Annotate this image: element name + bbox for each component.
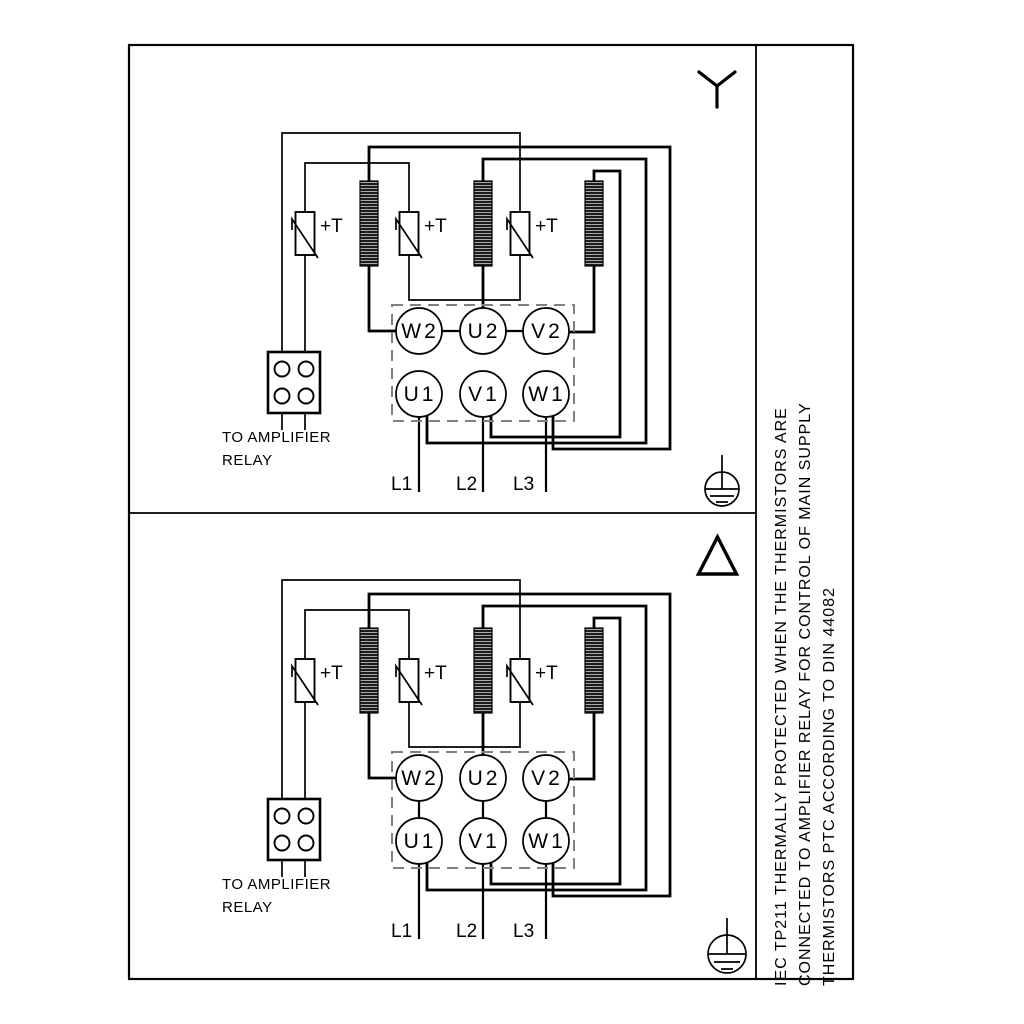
terminal-label-w2: W2 xyxy=(401,320,439,343)
thermistor-label: +T xyxy=(424,663,447,684)
terminal-label-w1: W1 xyxy=(528,383,566,406)
thermistor-label: +T xyxy=(535,663,558,684)
relay-caption-line2: RELAY xyxy=(222,452,273,469)
winding-coil-icon xyxy=(360,628,378,713)
side-note-line1: IEC TP211 THERMALLY PROTECTED WHEN THE THERMISTORS ARE xyxy=(773,407,790,986)
winding-coil-icon xyxy=(474,628,492,713)
side-note-line3: THERMISTORS PTC ACCORDING TO DIN 44082 xyxy=(821,587,838,986)
amplifier-relay-block xyxy=(268,799,320,860)
terminal-label-v2: V2 xyxy=(531,767,563,790)
supply-label-l1: L1 xyxy=(391,921,413,942)
terminal-label-u1: U1 xyxy=(403,830,437,853)
relay-caption-line1: TO AMPLIFIER xyxy=(222,876,332,893)
winding-coil-icon xyxy=(474,181,492,266)
supply-label-l3: L3 xyxy=(513,921,535,942)
side-note-line2: CONNECTED TO AMPLIFIER RELAY FOR CONTROL OF MAIN SUPPLY xyxy=(797,402,814,986)
thermistor-label: +T xyxy=(424,216,447,237)
amplifier-relay-block xyxy=(268,352,320,413)
terminal-label-v2: V2 xyxy=(531,320,563,343)
supply-label-l2: L2 xyxy=(456,474,478,495)
supply-label-l2: L2 xyxy=(456,921,478,942)
relay-caption-line2: RELAY xyxy=(222,899,273,916)
terminal-label-u2: U2 xyxy=(467,767,501,790)
winding-coil-icon xyxy=(585,628,603,713)
thermistor-label: +T xyxy=(320,663,343,684)
winding-coil-icon xyxy=(585,181,603,266)
winding-coil-icon xyxy=(360,181,378,266)
terminal-label-w1: W1 xyxy=(528,830,566,853)
relay-caption-line1: TO AMPLIFIER xyxy=(222,429,332,446)
terminal-label-u2: U2 xyxy=(467,320,501,343)
supply-label-l1: L1 xyxy=(391,474,413,495)
terminal-label-u1: U1 xyxy=(403,383,437,406)
terminal-label-v1: V1 xyxy=(468,383,500,406)
thermistor-label: +T xyxy=(320,216,343,237)
terminal-label-v1: V1 xyxy=(468,830,500,853)
thermistor-label: +T xyxy=(535,216,558,237)
terminal-label-w2: W2 xyxy=(401,767,439,790)
supply-label-l3: L3 xyxy=(513,474,535,495)
